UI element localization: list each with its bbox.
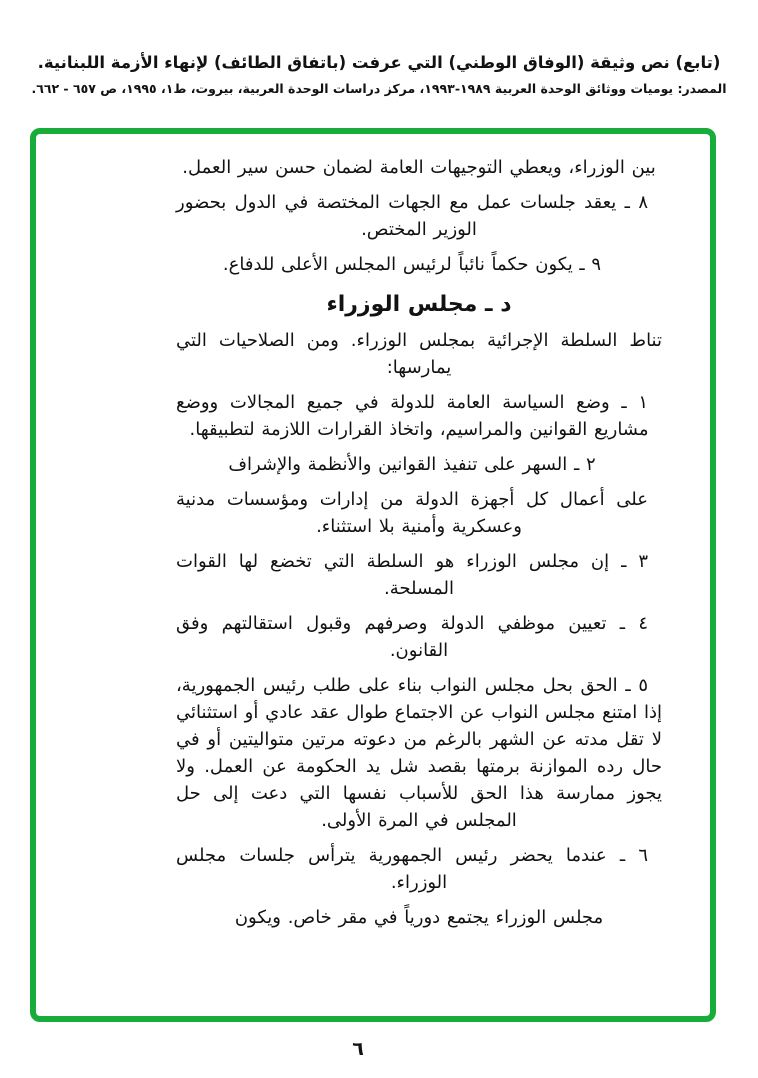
numbered-paragraph: ٦ ـ عندما يحضر رئيس الجمهورية يترأس جلسات مجلس الوزراء. xyxy=(176,845,648,893)
body-paragraph: بين الوزراء، ويعطي التوجيهات العامة لضمان حسن سير العمل. xyxy=(182,157,656,178)
document-header xyxy=(10,50,748,99)
numbered-paragraph: ٤ ـ تعيين موظفي الدولة وصرفهم وقبول استقالتهم وفق القانون. xyxy=(176,613,648,661)
document-title: (تابع) نص وثيقة (الوفاق الوطني) التي عرفت (باتفاق الطائف) لإنهاء الأزمة اللبنانية. xyxy=(37,53,721,72)
green-border-frame xyxy=(30,128,716,1022)
numbered-paragraph: ١ ـ وضع السياسة العامة للدولة في جميع المجالات ووضع مشاريع القوانين والمراسيم، واتخاذ القرارات اللازمة لتطبيقها. xyxy=(176,392,649,440)
document-body xyxy=(36,134,710,1016)
numbered-paragraph: ٥ ـ الحق بحل مجلس النواب بناء على طلب رئيس الجمهورية، إذا امتنع مجلس النواب عن الاجتماع طوال عقد عادي أو استثنائي لا تقل مدته عن الشهر بالرغم من دعوته مرتين متواليتين أو في حال رده الموازنة برمتها بقصد شل يد الحكومة عن العمل. ولا يجوز ممارسة هذا الحق للأسباب نفسها التي دعت إلى حل المجلس في المرة الأولى. xyxy=(176,675,662,831)
section-heading: د ـ مجلس الوزراء xyxy=(326,292,512,317)
body-paragraph: تناط السلطة الإجرائية بمجلس الوزراء. ومن الصلاحيات التي يمارسها: xyxy=(176,330,662,378)
numbered-paragraph: ٣ ـ إن مجلس الوزراء هو السلطة التي تخضع لها القوات المسلحة. xyxy=(176,551,648,599)
numbered-paragraph: ٩ ـ يكون حكماً نائباً لرئيس المجلس الأعلى للدفاع. xyxy=(222,254,602,275)
body-paragraph: مجلس الوزراء يجتمع دورياً في مقر خاص. ويكون xyxy=(234,907,604,928)
numbered-paragraph: على أعمال كل أجهزة الدولة من إدارات ومؤسسات مدنية وعسكرية وأمنية بلا استثناء. xyxy=(176,489,648,537)
numbered-paragraph: ٨ ـ يعقد جلسات عمل مع الجهات المختصة في الدول بحضور الوزير المختص. xyxy=(176,192,648,240)
numbered-paragraph: ٢ ـ السهر على تنفيذ القوانين والأنظمة والإشراف xyxy=(228,454,596,475)
page-number: ٦ xyxy=(352,1038,364,1060)
document-source-citation: المصدر: يوميات ووثائق الوحدة العربية ١٩٨٩-١٩٩٣، مركز دراسات الوحدة العربية، بيروت، ط١، ١٩٩٥، ص ٦٥٧ - ٦٦٢. xyxy=(31,81,727,96)
